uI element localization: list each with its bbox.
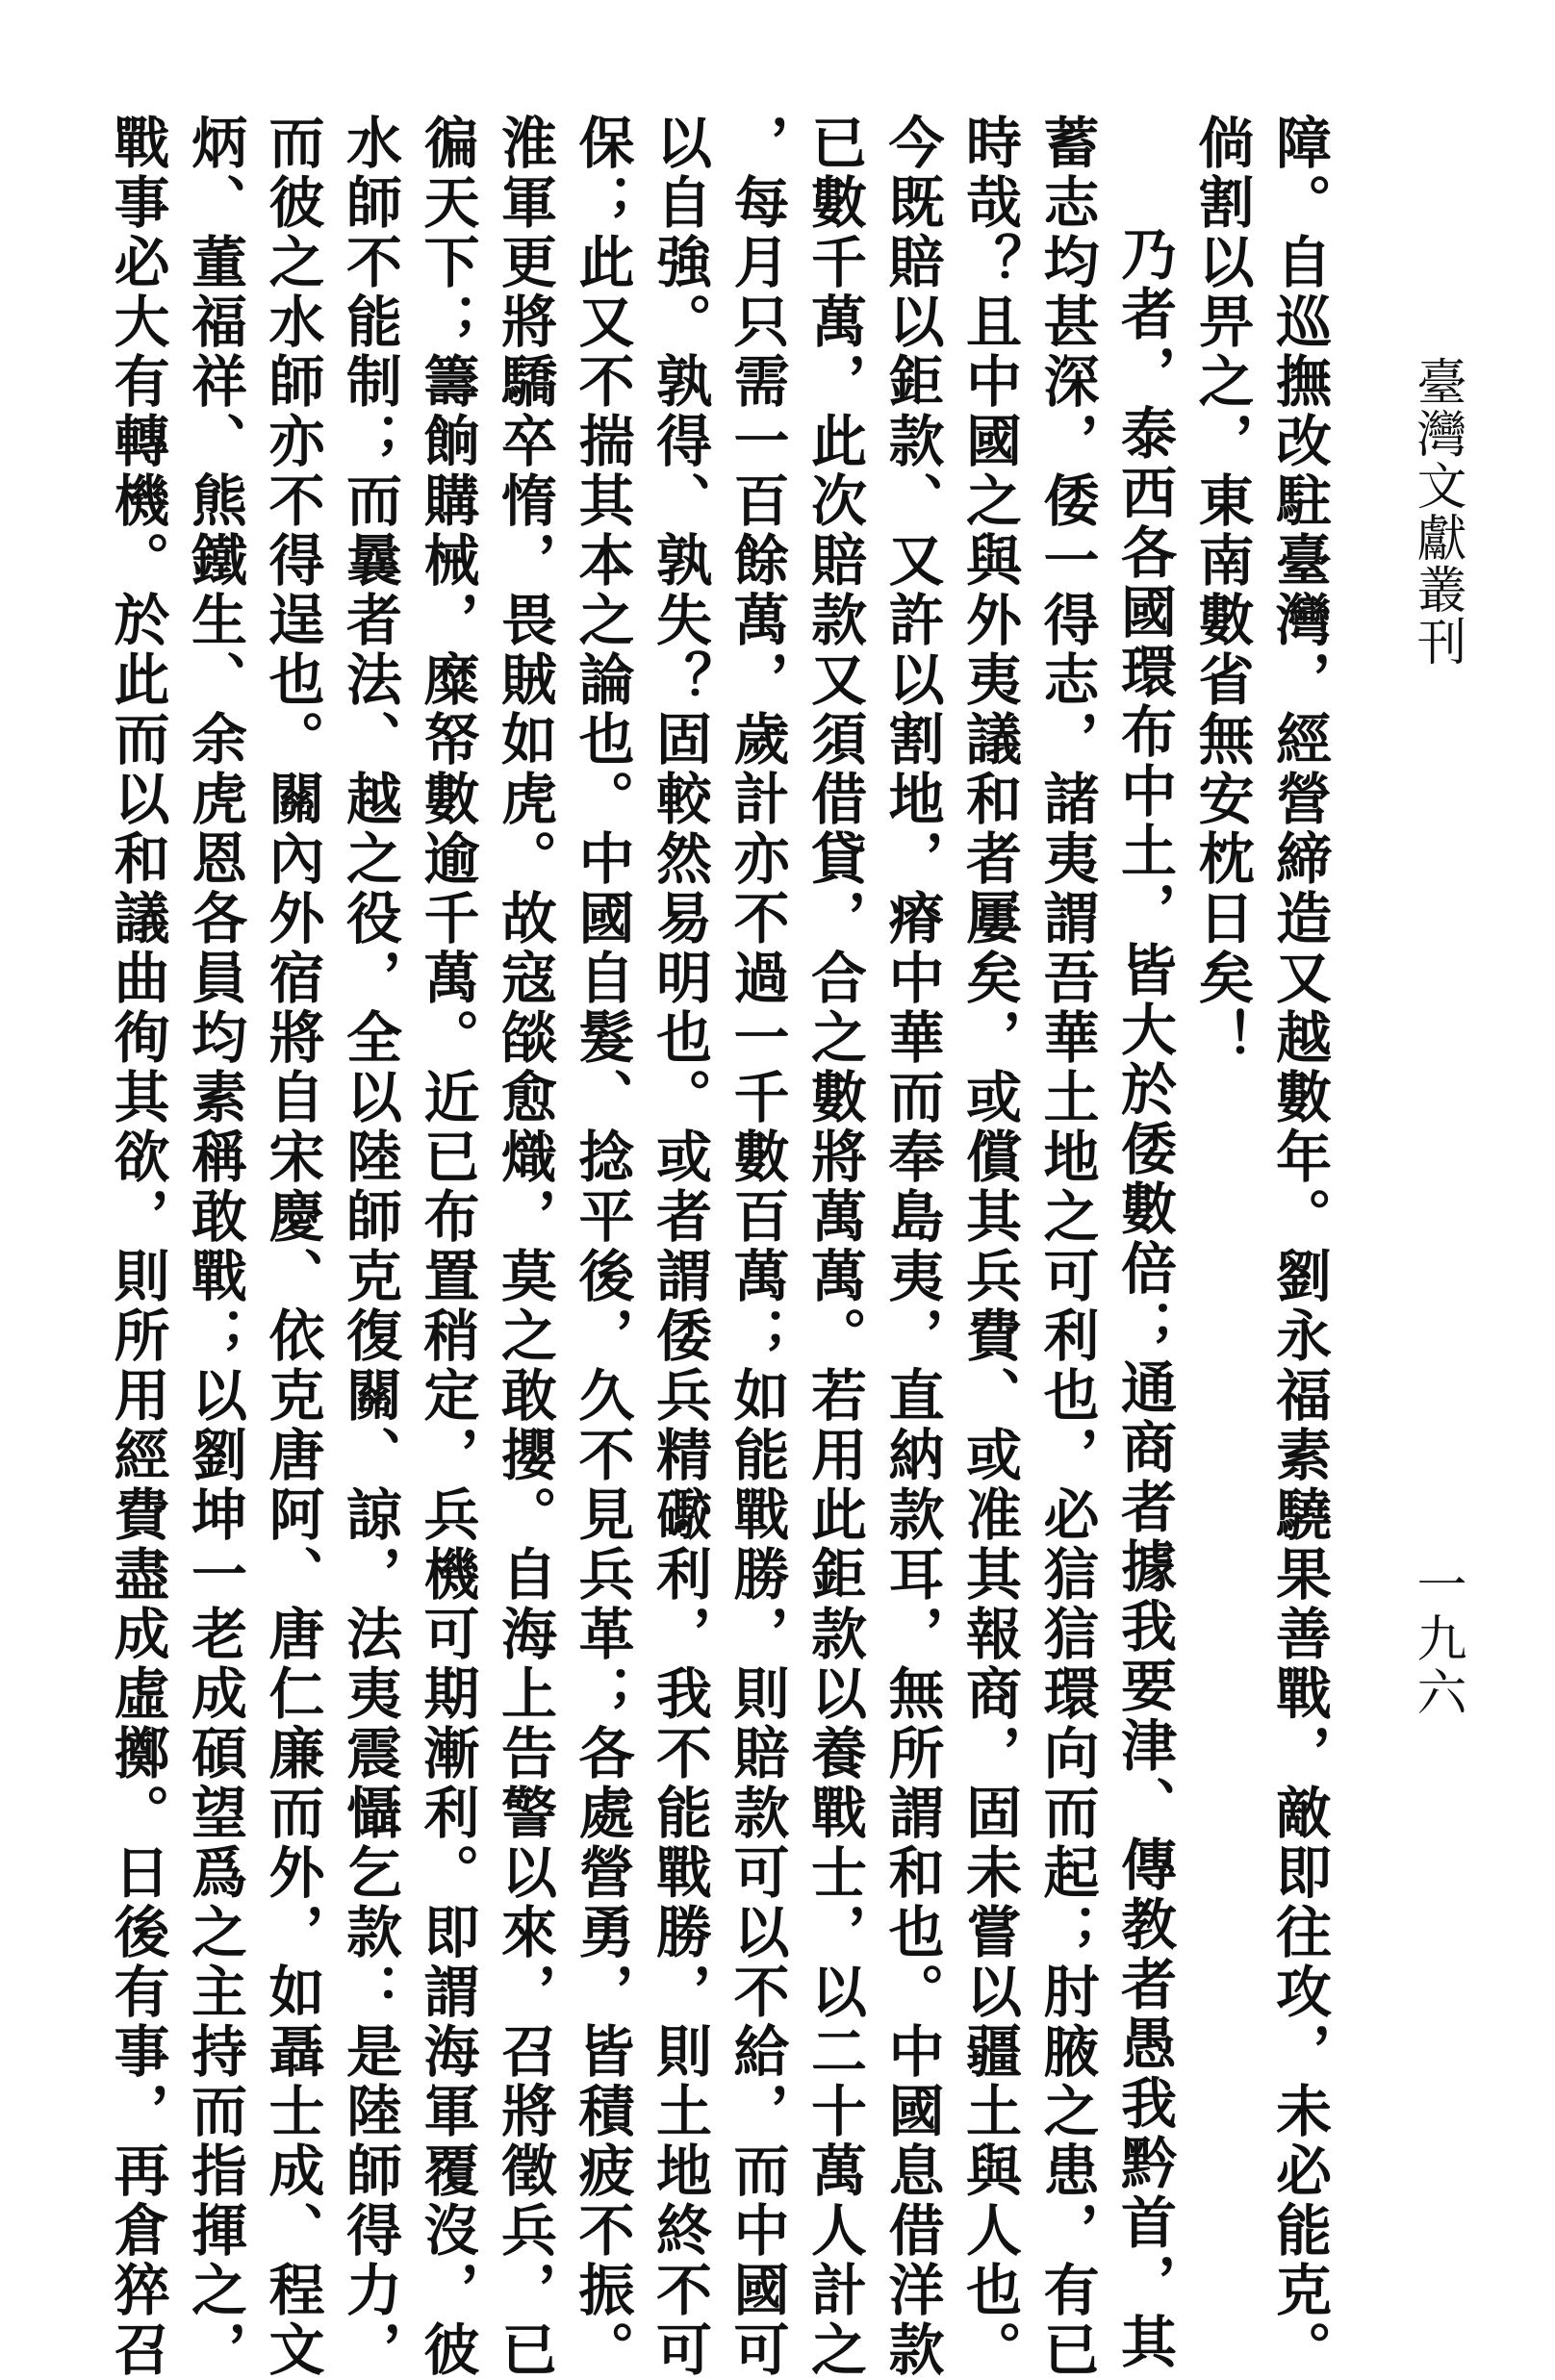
text-line-3: 乃者，泰西各國環布中土，皆大於倭數倍；通商者據我要津、傳教者愚我黔首，其 <box>1111 225 1177 2372</box>
text-line-15: 炳、董福祥、熊鐵生、余虎恩各員均素稱敢戰；以劉坤一老成碩望爲之主持而指揮之， <box>182 114 247 2380</box>
text-line-7: 已數千萬，此次賠款又須借貸，合之數將萬萬。若用此鉅款以養戰士，以二十萬人計之 <box>802 114 867 2380</box>
text-line-5: 時哉？且中國之與外夷議和者屢矣，或償其兵費、或准其報商，固未嘗以疆土與人也。 <box>956 114 1022 2380</box>
text-line-14: 而彼之水師亦不得逞也。關內外宿將自宋慶、依克唐阿、唐仁廉而外，如聶士成、程文 <box>259 114 325 2380</box>
text-line-13: 水師不能制；而曩者法、越之役，全以陸師克復關、諒，法夷震懾乞款：是陸師得力， <box>337 114 402 2380</box>
text-line-9: 以自強。孰得、孰失？固較然易明也。或者謂倭兵精礮利，我不能戰勝，則土地終不可 <box>647 114 712 2380</box>
text-line-16: 戰事必大有轉機。於此而以和議曲徇其欲，則所用經費盡成虛擲。日後有事，再倉猝召 <box>104 114 170 2380</box>
text-line-6: 今既賠以鉅款、又許以割地，瘠中華而奉島夷，直納款耳，無所謂和也。中國息借洋款 <box>879 114 945 2380</box>
body-text <box>96 114 1338 2380</box>
text-line-1: 障。自巡撫改駐臺灣，經營締造又越數年。劉永福素驍果善戰，敵即往攻，未必能克。 <box>1266 114 1332 2380</box>
text-line-4: 蓄志均甚深，倭一得志，諸夷謂吾華土地之可利也，必狺狺環向而起；肘腋之患，有已 <box>1033 114 1100 2380</box>
running-header <box>1393 106 1480 2222</box>
series-title: 臺灣文獻叢刊 <box>1408 356 1466 668</box>
text-line-12: 徧天下；籌餉購械，糜帑數逾千萬。近已布置稍定，兵機可期漸利。即謂海軍覆沒，彼 <box>414 114 480 2380</box>
page-number: 一九六 <box>1408 1558 1466 1720</box>
text-line-10: 保；此又不揣其本之論也。中國自髮、捻平後，久不見兵革；各處營勇，皆積疲不振。 <box>569 114 635 2380</box>
text-line-8: ，每月只需一百餘萬，歲計亦不過一千數百萬；如能戰勝，則賠款可以不給，而中國可 <box>724 114 790 2380</box>
text-line-11: 淮軍更將驕卒惰，畏賊如虎。故寇燄愈熾，莫之敢攖。自海上告警以來，召將徵兵，已 <box>492 114 557 2380</box>
text-line-2: 倘割以畀之，東南數省無安枕日矣！ <box>1188 114 1255 1068</box>
